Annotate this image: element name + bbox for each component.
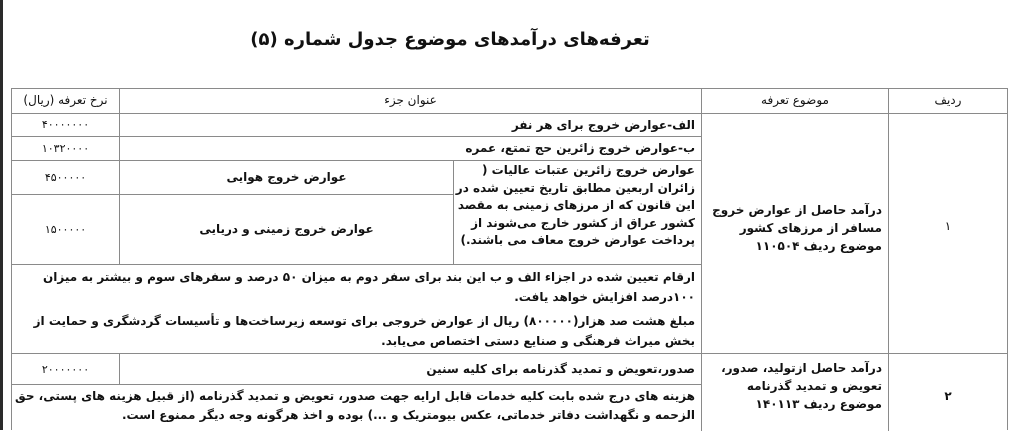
item-title: الف-عوارض خروج برای هر نفر: [511, 118, 695, 132]
row-number: ۱: [944, 219, 952, 233]
row-subject: درآمد حاصل از عوارض خروج مسافر از مرزهای کشور موضوع ردیف ۱۱۰۵۰۴: [712, 203, 882, 253]
header-subject: موضوع تعرفه: [761, 93, 829, 107]
col-divider-rowno: [888, 89, 889, 431]
tariff-table: [11, 88, 1008, 430]
row-subject: درآمد حاصل ازتولید، صدور، تعویض و تمدید گذرنامه موضوع ردیف ۱۴۰۱۱۳: [721, 361, 882, 411]
item-title: صدور،تعویض و تمدید گذرنامه برای کلیه سنین: [426, 362, 695, 376]
item-title: ب-عوارض خروج زائرین حج تمتع، عمره: [465, 141, 695, 155]
col-divider-subject: [701, 89, 702, 431]
sub-item-title: عوارض خروج زمینی و دریایی: [199, 222, 374, 236]
sub-item-rate: ۱۵۰۰۰۰۰: [44, 223, 87, 236]
page-left-border: [0, 0, 3, 430]
document-title: تعرفه‌های درآمدهای موضوع جدول شماره (۵): [250, 29, 650, 50]
row-divider-a: [12, 136, 701, 137]
item-rate: ۱۰۳۲۰۰۰۰: [41, 142, 90, 155]
header-divider: [12, 113, 1007, 114]
row-divider-group: [12, 264, 701, 265]
row-divider-passport: [12, 384, 701, 385]
item-rate: ۲۰۰۰۰۰۰۰: [41, 363, 90, 376]
item-group-title: عوارض خروج زائرین عتبات عالیات ( زائران اربعین مطابق تاریخ تعیین شده در این قانون که از مرزهای زمینی به مقصد کشور عراق از کشور خارج می‌شوند از پرداخت عوارض خروج معاف می باشند.): [455, 163, 695, 247]
row-note: هزینه های درج شده بابت کلیه خدمات قابل ارایه جهت صدور، تعویض و تمدید گذرنامه (از قبیل هزینه های پستی، حق الزحمه و نگهداشت دفاتر خدماتی، عکس بیومتریک و ...) بوده و اخذ هرگونه وجه دیگر ممنوع است.: [15, 389, 695, 422]
row-note: ارقام تعیین شده در اجزاء الف و ب این بند برای سفر دوم به میزان ۵۰ درصد و سفرهای سوم و بیشتر به میزان ۱۰۰درصد افزایش خواهد یافت.: [43, 270, 695, 304]
row-note: مبلغ هشت صد هزار(۸۰۰۰۰۰) ریال از عوارض خروجی برای توسعه زیرساخت‌ها و تأسیسات گردشگری و حمایت از بخش میراث فرهنگی و صنایع دستی اختصاص می‌یابد.: [33, 314, 695, 348]
header-rate: نرخ تعرفه (ریال): [23, 93, 108, 107]
header-item-title: عنوان جزء: [384, 93, 437, 107]
item-rate: ۴۰۰۰۰۰۰۰: [41, 118, 90, 131]
row-number: ۲: [944, 389, 952, 403]
header-row-no: ردیف: [934, 93, 962, 107]
row-divider-section-2: [12, 353, 1007, 354]
sub-item-title: عوارض خروج هوایی: [226, 170, 347, 184]
sub-item-rate: ۴۵۰۰۰۰۰: [44, 171, 87, 184]
